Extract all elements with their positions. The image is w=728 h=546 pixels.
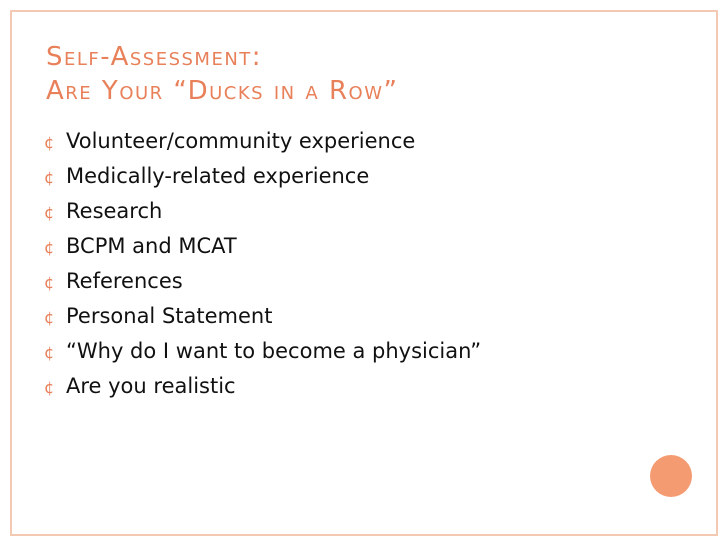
bullet-text: Personal Statement [66, 304, 273, 328]
bullet-item [44, 269, 481, 304]
bullet-glyph-icon: ¢ [44, 343, 55, 362]
title-line-2: Are Your “Ducks in a Row” [46, 76, 399, 106]
bullet-glyph-icon: ¢ [44, 273, 55, 292]
bullet-item [44, 164, 481, 199]
decorative-circle [650, 455, 692, 497]
bullet-item [44, 304, 481, 339]
bullet-glyph-icon: ¢ [44, 168, 55, 187]
bullet-item [44, 339, 481, 374]
title-line-1: Self-Assessment: [46, 42, 263, 72]
bullet-glyph-icon: ¢ [44, 203, 55, 222]
bullet-glyph-icon: ¢ [44, 133, 55, 152]
bullet-list [44, 129, 481, 409]
bullet-item [44, 129, 481, 164]
bullet-item [44, 374, 481, 409]
bullet-glyph-icon: ¢ [44, 378, 55, 397]
bullet-text: Medically-related experience [66, 164, 370, 188]
bullet-glyph-icon: ¢ [44, 238, 55, 257]
slide-title [46, 40, 646, 108]
bullet-glyph-icon: ¢ [44, 308, 55, 327]
bullet-text: Volunteer/community experience [66, 129, 416, 153]
bullet-item [44, 234, 481, 269]
bullet-text: BCPM and MCAT [66, 234, 237, 258]
bullet-text: References [66, 269, 183, 293]
bullet-text: Research [66, 199, 163, 223]
bullet-text: “Why do I want to become a physician” [66, 339, 482, 363]
bullet-text: Are you realistic [66, 374, 236, 398]
bullet-item [44, 199, 481, 234]
